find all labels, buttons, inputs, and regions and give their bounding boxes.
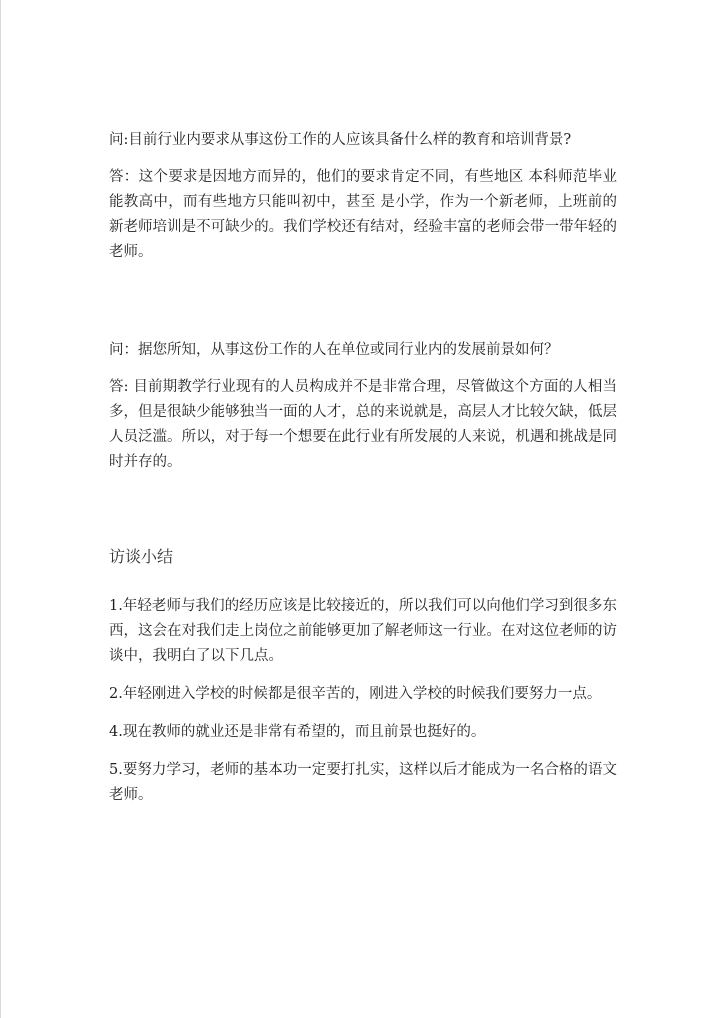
- question-1: 问:目前行业内要求从事这份工作的人应该具备什么样的教育和培训背景?: [109, 132, 572, 148]
- summary-list: [109, 594, 617, 821]
- qa-block-2: [109, 338, 617, 475]
- question-2: 问：据您所知，从事这份工作的人在单位或同行业内的发展前景如何？: [109, 342, 559, 358]
- summary-point-2: 2.年轻刚进入学校的时候都是很辛苦的，刚进入学校的时候我们要努力一点。: [109, 686, 602, 702]
- qa-block-1: [109, 128, 617, 265]
- answer-2: 答: 目前期教学行业现有的人员构成并不是非常合理，尽管做这个方面的人相当多，但是很缺少能够独当一面的人才，总的来说就是，高层人才比较欠缺，低层人员泛滥。所以，对于每一个想要在此行业有所发展的人来说，机遇和挑战是同时并存的。: [109, 379, 617, 470]
- summary-heading: 访谈小结: [109, 547, 174, 566]
- summary-point-1: 1.年轻老师与我们的经历应该是比较接近的，所以我们可以向他们学习到很多东西，这会在对我们走上岗位之前能够更加了解老师这一行业。在对这位老师的访谈中，我明白了以下几点。: [109, 598, 617, 664]
- summary-point-3: 4.现在教师的就业还是非常有希望的，而且前景也挺好的。: [109, 724, 486, 740]
- answer-1: 答：这个要求是因地方而异的，他们的要求肯定不同，有些地区 本科师范毕业能教高中，而有些地方只能叫初中，甚至 是小学，作为一个新老师，上班前的新老师培训是不可缺少的。我们学校还有结对，经验丰富的老师会带一带年轻的老师。: [109, 169, 617, 260]
- summary-point-4: 5.要努力学习，老师的基本功一定要打扎实，这样以后才能成为一名合格的语文老师。: [109, 762, 617, 803]
